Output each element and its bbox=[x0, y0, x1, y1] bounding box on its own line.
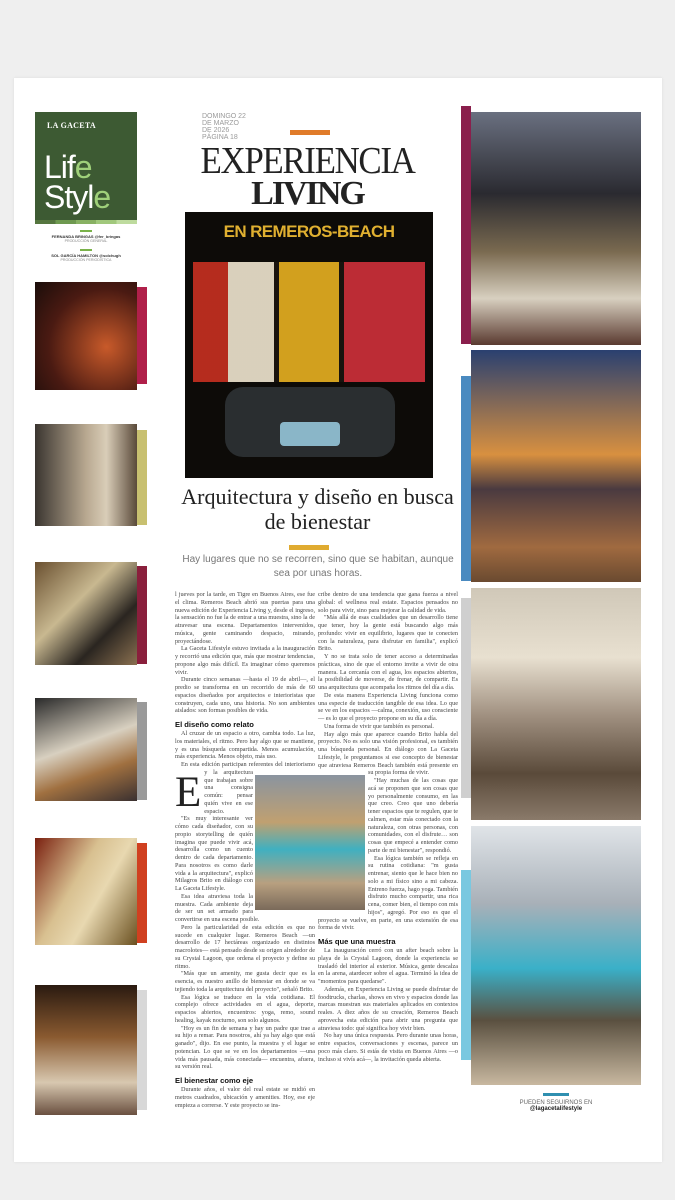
accent-bar bbox=[137, 430, 147, 525]
hero-sign: EN REMEROS-BEACH bbox=[223, 222, 395, 241]
article-column-1: E l jueves por la tarde, en Tigre en Buenos Aires, ese fue el clima. Remeros Beach abrió sus puertas para una nueva edición de Experiencia Living y, desde el ingreso, la sensación no fue la de entrar a una muestra, sino la de atravesar una escena. Departamentos intervenidos, música, gente caminando despacio, mirando, proyectándose. La Gaceta Lifestyle estuvo invitada a la inauguración y recorrió una edición que, más que mostrar tendencias, propone algo más difícil. Es imaginar cómo queremos vivir. Durante cinco semanas —hasta el 19 de abril—, el predio se transforma en un recorrido de más de 60 espacios diseñados por arquitectos e interioristas que construyen, cada uno, una historia. No son ambientes aislados: son formas posibles de vida. El diseño como relato Al cruzar de un espacio a otro, cambia todo. La luz, los materiales, el ritmo. Pero hay algo que se mantiene, y es una búsqueda compartida. Menos acumulación, más experiencia. Menos objeto, más uso. En esta edición participan referentes del interiorismo y la arquitectura que trabajan sobre una consigna común: pensar quién vive en ese espacio. "Es muy interesante ver cómo cada diseñador, con su propio storytelling de quién imagina que puede vivir acá, desarrolla como un cuento dentro de cada departamento. Para nosotros es como darle vida a la arquitectura", explicó Milagros Brito en diálogo con La Gaceta Lifestyle. Esa idea atraviesa toda la muestra. Cada ambiente deja de ser un set armado para convertirse en una escena posible. Pero la particularidad de esta edición es que no sucede en cualquier lugar. Remeros Beach —un desarrollo de 17 hectáreas organizado en distintos macrolotes— está pensado desde su origen alrededor de su Crystal Lagoon, que ordena el proyecto y define su ritmo. "Más que un amenity, me gusta decir que es la esencia, es nuestro anillo de bienestar en donde se va tejiendo toda la arquitectura del proyecto", señaló Brito. Esa lógica se traduce en la vida cotidiana. El complejo ofrece actividades en el agua, deporte, espacios abiertos, encuentros: yoga, remo, sound healing, kayak nocturno, son solo algunos. "Hoy es un fin de semana y hay un padre que trae a su hijo a remar. Para nosotros, ahí ya hay algo que está ganado", dijo. En ese punto, la muestra y el lugar se potencian. Lo que se ve en los departamentos —una vida más pausada, más conectada— encuentra, afuera, su versión real. El bienestar como eje Durante años, el valor del real estate se midió en metros cuadrados, ubicación y amenities. Hoy, ese eje empieza a correrse. Y este proyecto se ins- bbox=[175, 591, 315, 1109]
photo-living-room bbox=[35, 282, 137, 390]
photo-marble-interior bbox=[35, 562, 137, 665]
instagram-handle[interactable]: @lagacetalifestyle bbox=[529, 1106, 583, 1112]
article-column-2: cribe dentro de una tendencia que gana fuerza a nivel global: el wellness real estate. Espacios pensados no solo para vivir, sino para mejorar la calidad de vida. "Más allá de esas cualidades que un desarrollo tiene que tener, hoy la gente está buscando algo más profundo: vivir en equilibrio, lugares que te conecten con la naturaleza, para disfrutar en familia", explicó Brito. Y no se trata solo de tener acceso a determinadas prácticas, sino de que el entorno invite a vivir de otra manera. La cercanía con el agua, los espacios abiertos, la posibilidad de moverse, de frenar, de compartir. Es una arquitectura que acompaña los ritmos del día a día. De esta manera Experiencia Living funciona como una especie de traducción tangible de esa idea. Lo que se ve en los espacios —calma, conexión, uso consciente— es lo que el proyecto propone en su día a día. Una forma de vivir que también es personal. Hay algo más que aparece cuando Brito habla del proyecto. No es solo una visión profesional, es también una búsqueda personal. En diálogo con La Gaceta Lifestyle, le preguntamos si ese concepto de bienestar que atraviesa Remeros Beach también está presente en su propia forma de vivir. "Hay muchas de las cosas que acá se proponen que son cosas que yo personalmente consumo, en las que creo. Creo que uno debería tener espacios que te regulen, que te calmen, estar más conectado con la naturaleza, con otras personas, con comunidades, con el disfrute… son cosas que empecé a entender como parte de mi bienestar", respondió. Esa lógica también se refleja en su rutina cotidiana: "m gusta entrenar, siento que le hace bien no solo a mi físico sino a mi cabeza. Entreno fuerza, hago yoga. También disfruto mucho compartir, una rica cena, comer bien, el tiempo con mis hijos", agregó. Por eso es que el proyecto se vuelve, en parte, en una extensión de esa forma de vivir. Más que una muestra La inauguración cerró con un after beach sobre la playa de la Crystal Lagoon, donde la experiencia se trasladó del interior al exterior. Música, gente descalza en la arena, atardecer sobre el agua. Terminó la idea de "momentos para quedarse". Además, en Experiencia Living se puede disfrutar de foodtrucks, charlas, shows en vivo y espacios donde las marcas muestran sus materiales aplicados en contextos reales. A diez años de su creación, Remeros Beach aprovecha esta edición para abrir una pregunta que atraviesa todo: qué significa hoy vivir bien. No hay una única respuesta. Pero durante unas horas, entre espacios, conversaciones y escenas, parece un poco más claro. Si estás de visita en Buenos Aires —o incluso si vivís acá—, la invitación queda abierta. bbox=[318, 591, 458, 1063]
accent-bar bbox=[137, 990, 147, 1110]
accent-bar bbox=[137, 702, 147, 800]
issue-date: DOMINGO 22 DE MARZO DE 2026 PÁGINA 18 bbox=[202, 113, 246, 141]
credit: FERNANDA BRINGAS @fer_bringas PRODUCCIÓN GENERAL bbox=[35, 230, 137, 243]
lifestyle-logo bbox=[35, 112, 137, 224]
photo-kitchen-detail bbox=[35, 698, 137, 801]
photo-artwork-room bbox=[35, 838, 137, 945]
section-heading: El diseño como relato bbox=[175, 720, 254, 729]
drop-cap: E bbox=[175, 769, 202, 816]
accent-bar bbox=[137, 843, 147, 943]
photo-women-by-pool bbox=[471, 826, 641, 1085]
section-title: Life Style bbox=[44, 149, 111, 215]
headline-line2: LIVING bbox=[251, 175, 364, 212]
photo-beach-sunset bbox=[471, 350, 641, 582]
subtitle-accent-bar bbox=[289, 545, 329, 550]
accent-bar bbox=[461, 376, 471, 581]
logo-color-strip bbox=[35, 220, 137, 224]
accent-bar bbox=[137, 287, 147, 384]
accent-bar bbox=[461, 870, 471, 1060]
section-heading: El bienestar como eje bbox=[175, 1076, 254, 1085]
accent-bar bbox=[137, 566, 147, 664]
hero-photo bbox=[185, 212, 433, 478]
article-deck: Hay lugares que no se recorren, sino que se habitan, aunque sea por unas horas. bbox=[182, 554, 454, 579]
photo-bedroom bbox=[35, 424, 137, 526]
credit: SOL GARCÍA HAMILTON @solchugh PRODUCCIÓN PERIODÍSTICA bbox=[35, 249, 137, 262]
photo-catering-table bbox=[471, 112, 641, 345]
photo-kitchen-interior bbox=[471, 588, 641, 820]
accent-bar bbox=[461, 598, 471, 798]
headline-line1: EXPERIENCIA bbox=[200, 140, 415, 182]
title-accent-bar bbox=[290, 130, 330, 135]
article-subtitle: Arquitectura y diseño en busca de bienestar bbox=[181, 484, 454, 534]
section-heading: Más que una muestra bbox=[318, 937, 396, 946]
photo-woman-at-lagoon-arch bbox=[255, 775, 365, 910]
social-follow: PUEDEN SEGUIRNOS EN @lagacetalifestyle bbox=[470, 1093, 642, 1112]
accent-bar bbox=[461, 106, 471, 344]
newspaper-name: LA GACETA bbox=[47, 121, 97, 130]
photo-dining-area bbox=[35, 985, 137, 1115]
